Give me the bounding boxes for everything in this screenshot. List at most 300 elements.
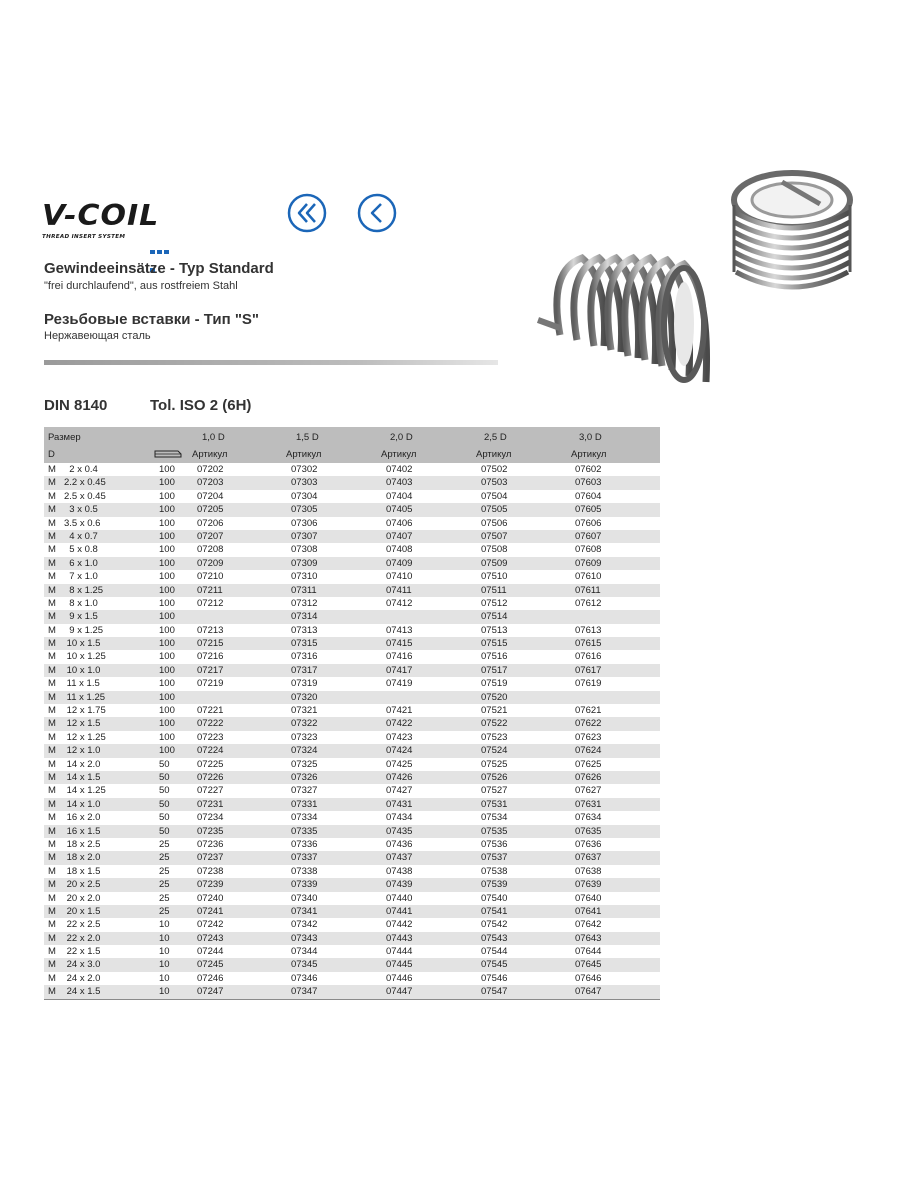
- thread-size: 2 x 0.4: [64, 464, 98, 475]
- article-number: 07547: [481, 986, 508, 998]
- article-number: 07345: [291, 959, 318, 971]
- article-number: 07219: [197, 678, 224, 690]
- first-page-button[interactable]: [287, 193, 327, 233]
- article-number: 07447: [386, 986, 413, 998]
- article-number: 07521: [481, 705, 508, 717]
- thread-size: 22 x 2.5: [64, 919, 101, 931]
- thread-prefix: M: [48, 879, 56, 891]
- pack-quantity: 100: [159, 731, 175, 743]
- article-number: 07215: [197, 638, 224, 650]
- thread-prefix: M: [48, 678, 56, 690]
- article-number: 07410: [386, 571, 413, 583]
- pack-quantity: 100: [159, 624, 175, 636]
- article-number: 07302: [291, 464, 318, 475]
- article-number: 07436: [386, 838, 413, 850]
- thread-prefix: M: [48, 611, 56, 623]
- article-number: 07208: [197, 544, 224, 556]
- article-number: 07204: [197, 490, 224, 502]
- thread-size: 10 x 1.25: [64, 651, 106, 663]
- thread-prefix: M: [48, 557, 56, 569]
- article-number: 07331: [291, 798, 318, 810]
- article-number: 07509: [481, 557, 508, 569]
- length-3: 2,0 D: [390, 432, 413, 443]
- article-number: 07244: [197, 946, 224, 958]
- thread-size: 20 x 2.0: [64, 892, 101, 904]
- thread-prefix: M: [48, 758, 56, 770]
- pack-quantity: 10: [159, 959, 170, 971]
- article-number: 07411: [386, 584, 412, 596]
- article-number: 07608: [575, 544, 602, 556]
- article-number: 07624: [575, 745, 602, 757]
- thread-prefix: M: [48, 705, 56, 717]
- thread-size: 12 x 1.5: [64, 718, 101, 730]
- article-number: 07639: [575, 879, 602, 891]
- article-number: 07404: [386, 490, 413, 502]
- article-number: 07313: [291, 624, 318, 636]
- article-label-4: Артикул: [476, 449, 512, 460]
- article-number: 07503: [481, 477, 508, 489]
- table-row: [44, 610, 660, 623]
- article-number: 07440: [386, 892, 413, 904]
- article-number: 07243: [197, 932, 224, 944]
- article-number: 07239: [197, 879, 224, 891]
- table-row: [44, 771, 660, 784]
- article-number: 07543: [481, 932, 508, 944]
- article-number: 07516: [481, 651, 508, 663]
- subheading-ru: Нержавеющая сталь: [44, 330, 151, 342]
- thread-size: 14 x 1.5: [64, 771, 101, 783]
- pack-quantity: 50: [159, 812, 170, 824]
- thread-size: 2.5 x 0.45: [64, 490, 106, 502]
- article-number: 07247: [197, 986, 224, 998]
- thread-prefix: M: [48, 691, 56, 703]
- article-number: 07425: [386, 758, 413, 770]
- thread-size: 10 x 1.5: [64, 638, 101, 650]
- thread-prefix: M: [48, 464, 56, 475]
- table-row: [44, 958, 660, 971]
- article-number: 07415: [386, 638, 413, 650]
- article-number: 07627: [575, 785, 602, 797]
- thread-size: 12 x 1.25: [64, 731, 106, 743]
- article-number: 07319: [291, 678, 318, 690]
- article-number: 07341: [291, 905, 318, 917]
- pack-quantity: 100: [159, 691, 175, 703]
- article-number: 07517: [481, 664, 508, 676]
- thread-size: 3 x 0.5: [64, 504, 98, 516]
- thread-prefix: M: [48, 932, 56, 944]
- article-number: 07339: [291, 879, 318, 891]
- table-row: [44, 932, 660, 945]
- article-number: 07613: [575, 624, 602, 636]
- thread-size: 14 x 2.0: [64, 758, 101, 770]
- length-5: 3,0 D: [579, 432, 602, 443]
- table-row: [44, 838, 660, 851]
- article-number: 07427: [386, 785, 413, 797]
- size-label: Размер: [48, 432, 81, 443]
- thread-size: 24 x 3.0: [64, 959, 101, 971]
- article-number: 07604: [575, 490, 602, 502]
- thread-prefix: M: [48, 986, 56, 998]
- article-number: 07211: [197, 584, 223, 596]
- thread-size: 5 x 0.8: [64, 544, 98, 556]
- article-number: 07636: [575, 838, 602, 850]
- article-number: 07406: [386, 517, 413, 529]
- article-number: 07403: [386, 477, 413, 489]
- article-number: 07621: [575, 705, 602, 717]
- article-number: 07534: [481, 812, 508, 824]
- thread-size: 20 x 2.5: [64, 879, 101, 891]
- pack-quantity: 10: [159, 919, 170, 931]
- article-number: 07210: [197, 571, 224, 583]
- thread-size: 10 x 1.0: [64, 664, 101, 676]
- thread-prefix: M: [48, 865, 56, 877]
- article-number: 07515: [481, 638, 508, 650]
- thread-size: 14 x 1.25: [64, 785, 106, 797]
- article-number: 07507: [481, 530, 508, 542]
- thread-size: 12 x 1.75: [64, 705, 106, 717]
- article-number: 07314: [291, 611, 318, 623]
- article-number: 07522: [481, 718, 508, 730]
- article-number: 07209: [197, 557, 224, 569]
- table-row: [44, 691, 660, 704]
- thread-prefix: M: [48, 798, 56, 810]
- article-number: 07343: [291, 932, 318, 944]
- article-number: 07612: [575, 597, 602, 609]
- article-number: 07326: [291, 771, 318, 783]
- article-number: 07417: [386, 664, 413, 676]
- article-number: 07336: [291, 838, 318, 850]
- article-number: 07607: [575, 530, 602, 542]
- table-header: [44, 427, 660, 463]
- article-number: 07539: [481, 879, 508, 891]
- article-number: 07222: [197, 718, 224, 730]
- pack-quantity: 100: [159, 678, 175, 690]
- thread-prefix: M: [48, 959, 56, 971]
- thread-prefix: M: [48, 919, 56, 931]
- article-number: 07236: [197, 838, 224, 850]
- article-number: 07231: [197, 798, 224, 810]
- article-number: 07422: [386, 718, 413, 730]
- length-1: 1,0 D: [202, 432, 225, 443]
- pack-quantity: 25: [159, 865, 170, 877]
- article-number: 07344: [291, 946, 318, 958]
- article-number: 07512: [481, 597, 508, 609]
- thread-prefix: M: [48, 718, 56, 730]
- article-number: 07609: [575, 557, 602, 569]
- article-number: 07506: [481, 517, 508, 529]
- article-number: 07205: [197, 504, 224, 516]
- article-number: 07308: [291, 544, 318, 556]
- thread-prefix: M: [48, 905, 56, 917]
- article-number: 07212: [197, 597, 224, 609]
- article-number: 07622: [575, 718, 602, 730]
- article-number: 07323: [291, 731, 318, 743]
- article-number: 07325: [291, 758, 318, 770]
- table-row: [44, 918, 660, 931]
- article-number: 07602: [575, 464, 602, 475]
- article-number: 07603: [575, 477, 602, 489]
- article-number: 07306: [291, 517, 318, 529]
- length-4: 2,5 D: [484, 432, 507, 443]
- table-row: [44, 650, 660, 663]
- article-number: 07637: [575, 852, 602, 864]
- logo-subtitle: THREAD INSERT SYSTEM: [42, 234, 126, 240]
- article-number: 07611: [575, 584, 601, 596]
- article-number: 07523: [481, 731, 508, 743]
- article-number: 07641: [575, 905, 602, 917]
- article-number: 07541: [481, 905, 508, 917]
- table-row: [44, 664, 660, 677]
- lying-insert: [538, 258, 707, 382]
- article-number: 07334: [291, 812, 318, 824]
- article-number: 07221: [197, 705, 224, 717]
- previous-page-button[interactable]: [357, 193, 397, 233]
- article-number: 07423: [386, 731, 413, 743]
- article-number: 07431: [386, 798, 413, 810]
- article-number: 07315: [291, 638, 318, 650]
- article-number: 07446: [386, 972, 413, 984]
- article-label-1: Артикул: [192, 449, 228, 460]
- thread-prefix: M: [48, 477, 56, 489]
- table-bottom-rule: [44, 999, 660, 1000]
- thread-prefix: M: [48, 946, 56, 958]
- article-number: 07238: [197, 865, 224, 877]
- article-number: 07338: [291, 865, 318, 877]
- article-number: 07439: [386, 879, 413, 891]
- divider: [44, 360, 498, 365]
- article-number: 07502: [481, 464, 508, 475]
- article-number: 07514: [481, 611, 508, 623]
- article-number: 07616: [575, 651, 602, 663]
- pack-quantity: 100: [159, 651, 175, 663]
- double-chevron-left-icon: [287, 193, 327, 233]
- article-number: 07619: [575, 678, 602, 690]
- pack-quantity: 100: [159, 530, 175, 542]
- article-number: 07542: [481, 919, 508, 931]
- standard-label: DIN 8140: [44, 397, 108, 414]
- article-number: 07337: [291, 852, 318, 864]
- article-number: 07617: [575, 664, 602, 676]
- thread-size: 8 x 1.0: [64, 597, 98, 609]
- thread-size: 7 x 1.0: [64, 571, 98, 583]
- pack-quantity: 100: [159, 745, 175, 757]
- article-number: 07226: [197, 771, 224, 783]
- subheading-de: "frei durchlaufend", aus rostfreiem Stahl: [44, 280, 238, 292]
- article-number: 07203: [197, 477, 224, 489]
- pack-quantity: 25: [159, 879, 170, 891]
- article-number: 07237: [197, 852, 224, 864]
- article-number: 07240: [197, 892, 224, 904]
- v-coil-logo: [42, 199, 172, 252]
- article-number: 07342: [291, 919, 318, 931]
- pack-quantity: 25: [159, 905, 170, 917]
- thread-size: 12 x 1.0: [64, 745, 101, 757]
- article-number: 07224: [197, 745, 224, 757]
- table-row: [44, 784, 660, 797]
- article-number: 07320: [291, 691, 318, 703]
- article-number: 07213: [197, 624, 224, 636]
- table-row: [44, 892, 660, 905]
- table-row: [44, 851, 660, 864]
- article-number: 07537: [481, 852, 508, 864]
- article-number: 07407: [386, 530, 413, 542]
- article-number: 07324: [291, 745, 318, 757]
- article-number: 07510: [481, 571, 508, 583]
- thread-prefix: M: [48, 530, 56, 542]
- article-number: 07638: [575, 865, 602, 877]
- article-number: 07225: [197, 758, 224, 770]
- article-number: 07304: [291, 490, 318, 502]
- thread-size: 16 x 1.5: [64, 825, 101, 837]
- article-number: 07508: [481, 544, 508, 556]
- thread-prefix: M: [48, 597, 56, 609]
- table-row: [44, 744, 660, 757]
- table-row: [44, 677, 660, 690]
- table-row: [44, 624, 660, 637]
- article-number: 07519: [481, 678, 508, 690]
- pack-quantity: 100: [159, 464, 175, 475]
- article-number: 07246: [197, 972, 224, 984]
- article-number: 07642: [575, 919, 602, 931]
- article-number: 07424: [386, 745, 413, 757]
- article-number: 07610: [575, 571, 602, 583]
- thread-prefix: M: [48, 731, 56, 743]
- thread-size: 24 x 1.5: [64, 986, 101, 998]
- article-number: 07321: [291, 705, 318, 717]
- article-number: 07307: [291, 530, 318, 542]
- thread-prefix: M: [48, 745, 56, 757]
- thread-size: 24 x 2.0: [64, 972, 101, 984]
- table-row: [44, 543, 660, 556]
- chevron-left-icon: [357, 193, 397, 233]
- article-number: 07405: [386, 504, 413, 516]
- table-row: [44, 811, 660, 824]
- table-row: [44, 503, 660, 516]
- table-row: [44, 905, 660, 918]
- article-number: 07217: [197, 664, 224, 676]
- article-number: 07635: [575, 825, 602, 837]
- thread-prefix: M: [48, 812, 56, 824]
- thread-size: 14 x 1.0: [64, 798, 101, 810]
- article-number: 07535: [481, 825, 508, 837]
- article-number: 07531: [481, 798, 508, 810]
- article-number: 07438: [386, 865, 413, 877]
- heading-de: Gewindeeinsätze - Typ Standard: [44, 260, 274, 277]
- article-number: 07634: [575, 812, 602, 824]
- tolerance-label: Tol. ISO 2 (6H): [150, 397, 252, 414]
- pack-quantity: 100: [159, 477, 175, 489]
- article-number: 07545: [481, 959, 508, 971]
- table-row: [44, 972, 660, 985]
- pack-quantity: 10: [159, 972, 170, 984]
- thread-size: 6 x 1.0: [64, 557, 98, 569]
- table-row: [44, 865, 660, 878]
- thread-prefix: M: [48, 771, 56, 783]
- length-2: 1,5 D: [296, 432, 319, 443]
- pack-quantity: 50: [159, 798, 170, 810]
- article-number: 07317: [291, 664, 318, 676]
- article-number: 07606: [575, 517, 602, 529]
- table-row: [44, 557, 660, 570]
- article-number: 07322: [291, 718, 318, 730]
- pack-quantity: 50: [159, 785, 170, 797]
- thread-prefix: M: [48, 664, 56, 676]
- pack-quantity: 100: [159, 664, 175, 676]
- thread-prefix: M: [48, 838, 56, 850]
- thread-size: 9 x 1.25: [64, 624, 104, 636]
- pack-quantity: 100: [159, 638, 175, 650]
- table-row: [44, 798, 660, 811]
- article-number: 07216: [197, 651, 224, 663]
- article-number: 07640: [575, 892, 602, 904]
- article-number: 07511: [481, 584, 507, 596]
- thread-prefix: M: [48, 852, 56, 864]
- upright-insert: [734, 173, 850, 287]
- article-number: 07646: [575, 972, 602, 984]
- article-number: 07631: [575, 798, 602, 810]
- article-number: 07615: [575, 638, 602, 650]
- table-row: [44, 945, 660, 958]
- article-number: 07540: [481, 892, 508, 904]
- article-number: 07327: [291, 785, 318, 797]
- pack-quantity: 50: [159, 825, 170, 837]
- pack-quantity: 10: [159, 986, 170, 998]
- article-number: 07412: [386, 597, 413, 609]
- d-label: D: [48, 449, 55, 460]
- article-number: 07442: [386, 919, 413, 931]
- article-number: 07346: [291, 972, 318, 984]
- table-row: [44, 731, 660, 744]
- article-number: 07413: [386, 624, 413, 636]
- pack-quantity: 10: [159, 932, 170, 944]
- pack-quantity: 25: [159, 852, 170, 864]
- pack-quantity: 100: [159, 490, 175, 502]
- thread-size: 11 x 1.5: [64, 678, 100, 690]
- thread-prefix: M: [48, 624, 56, 636]
- table-row: [44, 584, 660, 597]
- pack-quantity: 100: [159, 544, 175, 556]
- thread-prefix: M: [48, 517, 56, 529]
- thread-prefix: M: [48, 651, 56, 663]
- thread-size: 2.2 x 0.45: [64, 477, 106, 489]
- table-row: [44, 878, 660, 891]
- article-number: 07402: [386, 464, 413, 475]
- article-number: 07544: [481, 946, 508, 958]
- article-number: 07311: [291, 584, 317, 596]
- article-number: 07409: [386, 557, 413, 569]
- table-row: [44, 463, 660, 476]
- article-number: 07340: [291, 892, 318, 904]
- article-number: 07305: [291, 504, 318, 516]
- table-row: [44, 570, 660, 583]
- pack-quantity: 100: [159, 584, 175, 596]
- table-row: [44, 597, 660, 610]
- thread-size: 18 x 1.5: [64, 865, 101, 877]
- article-number: 07207: [197, 530, 224, 542]
- article-number: 07347: [291, 986, 318, 998]
- table-row: [44, 490, 660, 503]
- article-number: 07444: [386, 946, 413, 958]
- table-row: [44, 476, 660, 489]
- thread-size: 3.5 x 0.6: [64, 517, 101, 529]
- thread-prefix: M: [48, 825, 56, 837]
- article-label-2: Артикул: [286, 449, 322, 460]
- pack-quantity: 100: [159, 557, 175, 569]
- article-number: 07316: [291, 651, 318, 663]
- article-number: 07625: [575, 758, 602, 770]
- article-number: 07623: [575, 731, 602, 743]
- article-number: 07223: [197, 731, 224, 743]
